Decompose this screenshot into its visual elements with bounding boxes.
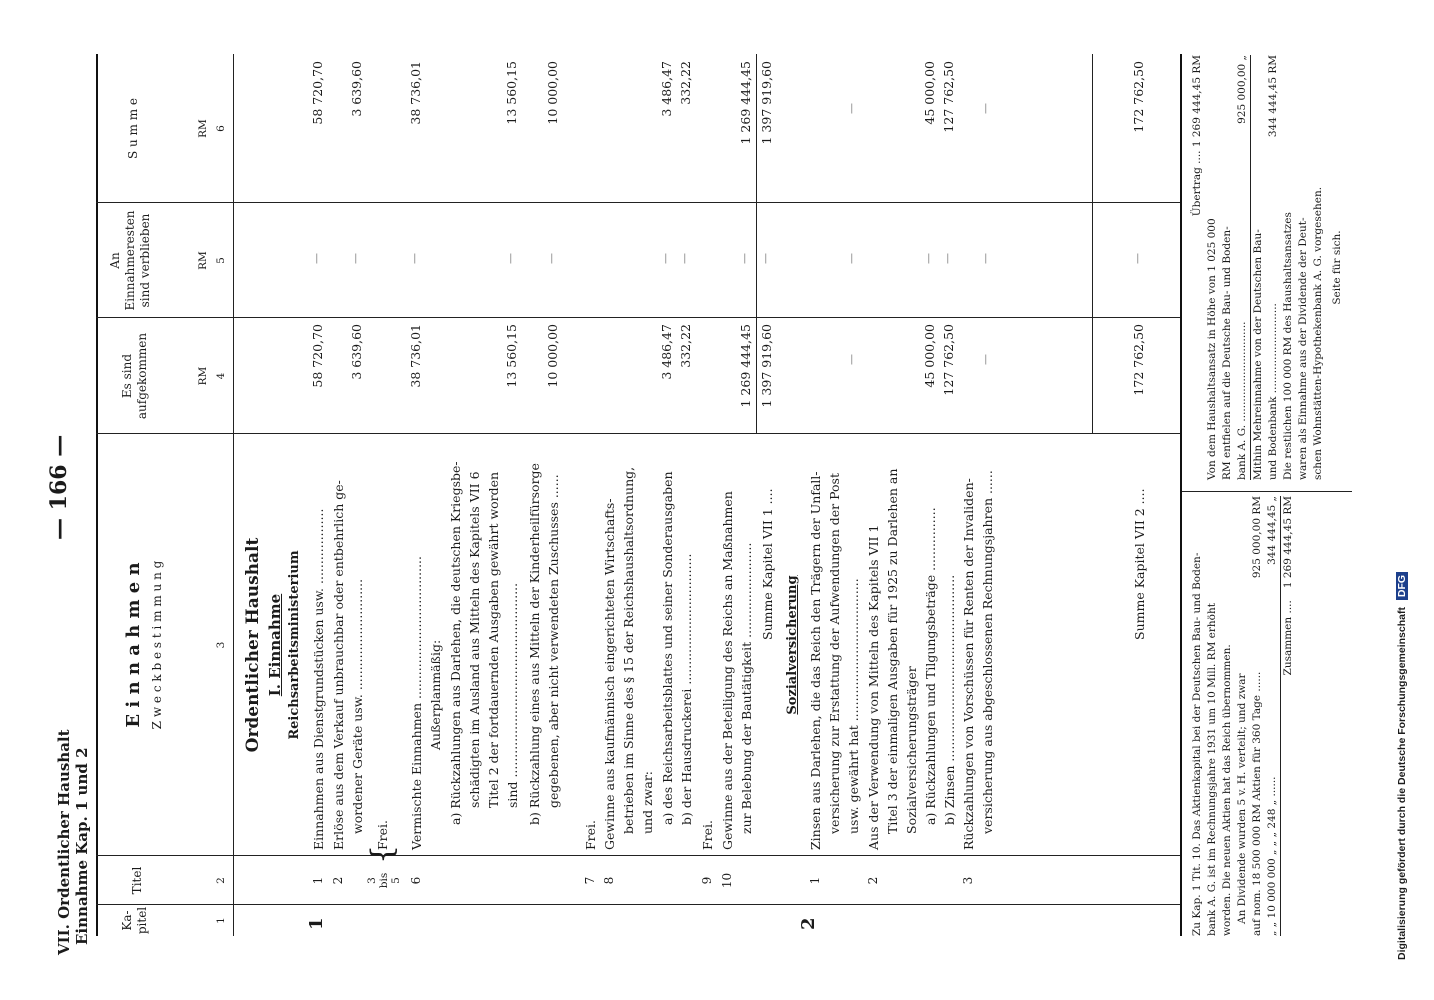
- amount-c5: —: [678, 253, 691, 264]
- footnote-amount-row: [1265, 496, 1281, 936]
- titel-1-6: 6: [409, 876, 423, 885]
- amount-c4: 127 762,50: [941, 324, 956, 396]
- col-header-einnahmen: E i n n a h m e n: [123, 562, 144, 728]
- row-text: Titel 2 der fortdauernden Ausgaben gewährt worden: [486, 471, 501, 808]
- footnote-line: Von dem Haushaltsansatz in Höhe von 1 025 000: [1206, 218, 1218, 480]
- titel-2-1: 1: [808, 876, 822, 885]
- col-divider-4: [96, 317, 1180, 318]
- amount-c6: 45 000,00: [922, 61, 937, 125]
- amount-c4: 13 560,15: [504, 324, 519, 388]
- footnote-line: bank A. G. ist im Rechnungsjahre 1931 um 10 Mill. RM erhöht: [1206, 603, 1218, 936]
- amount-c5: —: [979, 253, 992, 264]
- amount-c6: 127 762,50: [941, 61, 956, 133]
- titel-1-8: 8: [602, 876, 616, 885]
- col-header-summe: S u m m e: [126, 97, 140, 160]
- col-num-6: 6: [215, 125, 227, 132]
- brace-icon: {: [365, 844, 400, 864]
- col-num-3: 3: [215, 641, 227, 649]
- chapter-2-sum-c4: 172 762,50: [1131, 324, 1146, 396]
- footnote-amount: 925 000,00 RM: [1251, 496, 1263, 579]
- row-text: b) der Hausdruckerei .................................: [679, 553, 694, 825]
- titel-1-7: 7: [583, 876, 597, 885]
- unit-rm-5: RM: [197, 251, 209, 270]
- footnote-line: „ „ 10 000 000 „ „ „ 248 „ ......: [1266, 776, 1278, 936]
- row-text: Vermischte Einnahmen ....................................: [409, 555, 424, 850]
- row-text: Erlöse aus dem Verkauf unbrauchbar oder entbehrlich ge-: [331, 480, 346, 850]
- dfg-logo: DFG: [1396, 572, 1408, 600]
- amount-c6: 58 720,70: [310, 61, 325, 125]
- amount-c5: —: [310, 253, 323, 264]
- section-ministry: Reichsarbeitsministerium: [287, 550, 302, 740]
- row-text: versicherung aus abgeschlossenen Rechnungsjahren ......: [980, 470, 995, 834]
- col-num-2: 2: [215, 877, 227, 884]
- amount-c5: —: [738, 253, 751, 264]
- amount-c5: —: [922, 253, 935, 264]
- table-bottom-rule: [1180, 54, 1182, 936]
- col-divider-5: [96, 202, 1180, 203]
- amount-c6: 10 000,00: [545, 61, 560, 125]
- footnote-left: [1190, 496, 1296, 936]
- row-text: wordener Geräte usw. ............................: [350, 578, 365, 834]
- footnote-line: waren als Einnahme aus der Dividende der Deut-: [1297, 217, 1309, 480]
- row-text: a) des Reichsarbeitsblattes und seiner Sonderausgaben: [660, 471, 675, 825]
- section-title: Ordentlicher Haushalt: [243, 537, 263, 753]
- amount-c6: —: [845, 103, 858, 114]
- row-text: a) Rückzahlungen und Tilgungsbeträge ................: [923, 507, 938, 825]
- amount-c6: 13 560,15: [504, 61, 519, 125]
- titel-2-3: 3: [961, 876, 975, 885]
- footnote-line: und Bodenbank ...........................: [1267, 303, 1279, 480]
- titel-1-2: 2: [331, 876, 345, 885]
- row-text: Einnahmen aus Dienstgrundstücken usw. ...................: [311, 508, 326, 850]
- amount-c4: 332,22: [678, 324, 693, 368]
- chapter-2-title: Sozialversicherung: [785, 575, 800, 715]
- row-text: Zinsen aus Darlehen, die das Reich den Trägern der Unfall-: [808, 471, 823, 850]
- chapter-1-sum-c5: —: [759, 253, 772, 264]
- col-num-5: 5: [215, 257, 227, 264]
- row-text: Sozialversicherungsträger: [904, 666, 919, 834]
- footnote-line: Mithin Mehreinnahme von der Deutschen Bau-: [1252, 229, 1264, 480]
- col-num-4: 4: [215, 372, 227, 380]
- row-text: b) Rückzahlung eines aus Mitteln der Kinderheilfürsorge: [527, 463, 542, 825]
- chapter-1-sum-c6: 1 397 919,60: [759, 61, 774, 145]
- header-bottom-rule: [233, 54, 234, 936]
- unit-rm-6: RM: [197, 119, 209, 138]
- col-header-einnahmereste: An Einnahmeresten sind verblieben: [108, 210, 152, 311]
- footnote-amount-row: [1266, 55, 1281, 480]
- footnote-amount-row: [1281, 496, 1296, 936]
- row-text: schädigten im Ausland aus Mitteln des Kapitels VII 6: [467, 471, 482, 808]
- row-text: Frei.: [375, 819, 390, 850]
- footnote-amount: 344 444,45 „: [1266, 496, 1278, 565]
- amount-c4: 58 720,70: [310, 324, 325, 388]
- footnote-line: Seite für sich.: [1331, 230, 1343, 305]
- footnote-right: [1190, 55, 1345, 480]
- footnote-divider: [1182, 491, 1352, 492]
- row-text: und zwar:: [640, 770, 655, 834]
- amount-c6: 3 486,47: [659, 61, 674, 117]
- row-text: zur Belebung der Bautätigkeit ........................: [739, 542, 754, 834]
- footnote-amount: 344 444,45 RM: [1267, 55, 1279, 138]
- row-text: Gewinne aus der Beteiligung des Reichs an Maßnahmen: [720, 491, 735, 850]
- amount-c6: 332,22: [678, 61, 693, 105]
- chapter-2-number: 2: [798, 917, 819, 930]
- footnote-line: An Dividende wurden 5 v. H. verteilt; und zwar: [1236, 673, 1248, 924]
- row-text: Gewinne aus kaufmännisch eingerichteten Wirtschafts-: [602, 498, 617, 850]
- titel-2-2: 2: [866, 876, 880, 885]
- amount-c5: —: [545, 253, 558, 264]
- footnote-amount-row: [1235, 55, 1251, 480]
- amount-c6: 38 736,01: [408, 61, 423, 125]
- col-header-titel: Titel: [130, 866, 144, 895]
- col-header-kapitel: Ka- pitel: [120, 906, 149, 935]
- amount-c5: —: [408, 253, 421, 264]
- footnote-amount: 1 269 444,45 RM: [1282, 496, 1294, 589]
- sum-2-rule: [1092, 54, 1093, 434]
- amount-c5: —: [941, 253, 954, 264]
- footnote-line: RM entfielen auf die Deutsche Bau- und Boden-: [1221, 226, 1233, 480]
- row-text: betrieben im Sinne des § 15 der Reichshaushaltsordnung,: [621, 466, 636, 834]
- amount-c4: 3 639,60: [349, 324, 364, 380]
- row-text: Titel 3 der einmaligen Ausgaben für 1925 zu Darlehen an: [885, 468, 900, 834]
- chapter-1-number: 1: [306, 917, 327, 930]
- row-text: Außerplanmäßig:: [428, 639, 443, 750]
- chapter-2-sum-c6: 172 762,50: [1131, 61, 1146, 133]
- amount-c4: 3 486,47: [659, 324, 674, 380]
- titel-1-3bis5: 3 bis 5: [366, 872, 402, 889]
- row-text: gegebenen, aber nicht verwendeten Zuschusses ......: [546, 474, 561, 808]
- footnote-line: Zu Kap. 1 Tit. 10. Das Aktienkapital bei der Deutschen Bau- und Boden-: [1191, 552, 1203, 936]
- table-top-rule: [96, 54, 98, 936]
- footnote-line: bank A. G. ..............................: [1236, 321, 1248, 480]
- chapter-2-sum-label: Summe Kapitel VII 2 ....: [1132, 488, 1147, 640]
- amount-c6: 3 639,60: [349, 61, 364, 117]
- col-num-1: 1: [215, 917, 227, 924]
- row-text: b) Zinsen ...............................................: [942, 574, 957, 825]
- amount-c5: —: [504, 253, 517, 264]
- footnote-amount-row: [1250, 496, 1265, 936]
- footnote-line: auf nom. 18 500 000 RM Aktien für 360 Tage ......: [1251, 671, 1263, 936]
- col-divider-1: [96, 904, 1180, 905]
- amount-c4: 1 269 444,45: [738, 324, 753, 408]
- row-text: versicherung zur Erstattung der Aufwendungen der Post: [827, 473, 842, 834]
- amount-c4: —: [979, 354, 992, 365]
- footnote-line: schen Wohnstätten-Hypothekenbank A. G. vorgesehen.: [1312, 186, 1324, 480]
- row-text: Rückzahlungen von Vorschüssen für Renten der Invaliden-: [961, 478, 976, 850]
- dfg-sidenote: [1396, 0, 1408, 960]
- amount-c4: 45 000,00: [922, 324, 937, 388]
- row-text: Aus der Verwendung von Mitteln des Kapitels VII 1: [866, 524, 881, 850]
- titel-1-10: 10: [720, 872, 734, 889]
- row-text: sind .................................................: [505, 582, 520, 808]
- amount-c5: —: [659, 253, 672, 264]
- footnote-line: worden. Die neuen Aktien hat das Reich übernommen.: [1221, 644, 1233, 936]
- row-text: a) Rückzahlungen aus Darlehen, die deutschen Kriegsbe-: [448, 461, 463, 825]
- amount-c6: 1 269 444,45: [738, 61, 753, 145]
- row-text: Frei.: [700, 819, 715, 850]
- page-number: — 166 —: [46, 434, 72, 540]
- header-title: VII. Ordentlicher Haushalt: [55, 729, 73, 955]
- sidenote-text: Digitalisierung gefördert durch die Deutsche Forschungsgemeinschaft: [1396, 607, 1408, 960]
- row-text: Frei.: [583, 819, 598, 850]
- header-subtitle: Einnahme Kap. 1 und 2: [73, 747, 91, 945]
- titel-1-1: 1: [311, 876, 325, 885]
- section-subtitle: I. Einnahme: [266, 593, 284, 697]
- amount-c4: 10 000,00: [545, 324, 560, 388]
- sum-1-rule: [756, 54, 757, 434]
- footnote-line: Übertrag .... 1 269 444,45 RM: [1191, 55, 1203, 217]
- row-text: usw. gewährt hat ....................................: [846, 578, 861, 834]
- amount-c5: —: [349, 253, 362, 264]
- col-header-zweck: Z w e c k b e s t i m m u n g: [150, 560, 164, 730]
- col-header-aufgekommen: Es sind aufgekommen: [120, 332, 149, 420]
- amount-c4: 38 736,01: [408, 324, 423, 388]
- chapter-1-sum-c4: 1 397 919,60: [759, 324, 774, 408]
- amount-c4: —: [845, 354, 858, 365]
- footnote-amount: 925 000,00 „: [1236, 55, 1248, 124]
- amount-c5: —: [845, 253, 858, 264]
- unit-rm-4: RM: [197, 366, 209, 386]
- titel-1-9: 9: [700, 876, 714, 885]
- footnote-line: Die restlichen 100 000 RM des Haushaltsansatzes: [1282, 212, 1294, 480]
- chapter-2-sum-c5: —: [1131, 253, 1144, 264]
- footnote-line: Zusammen ....: [1282, 600, 1294, 676]
- chapter-1-sum-label: Summe Kapitel VII 1 ....: [760, 488, 775, 640]
- amount-c6: —: [979, 103, 992, 114]
